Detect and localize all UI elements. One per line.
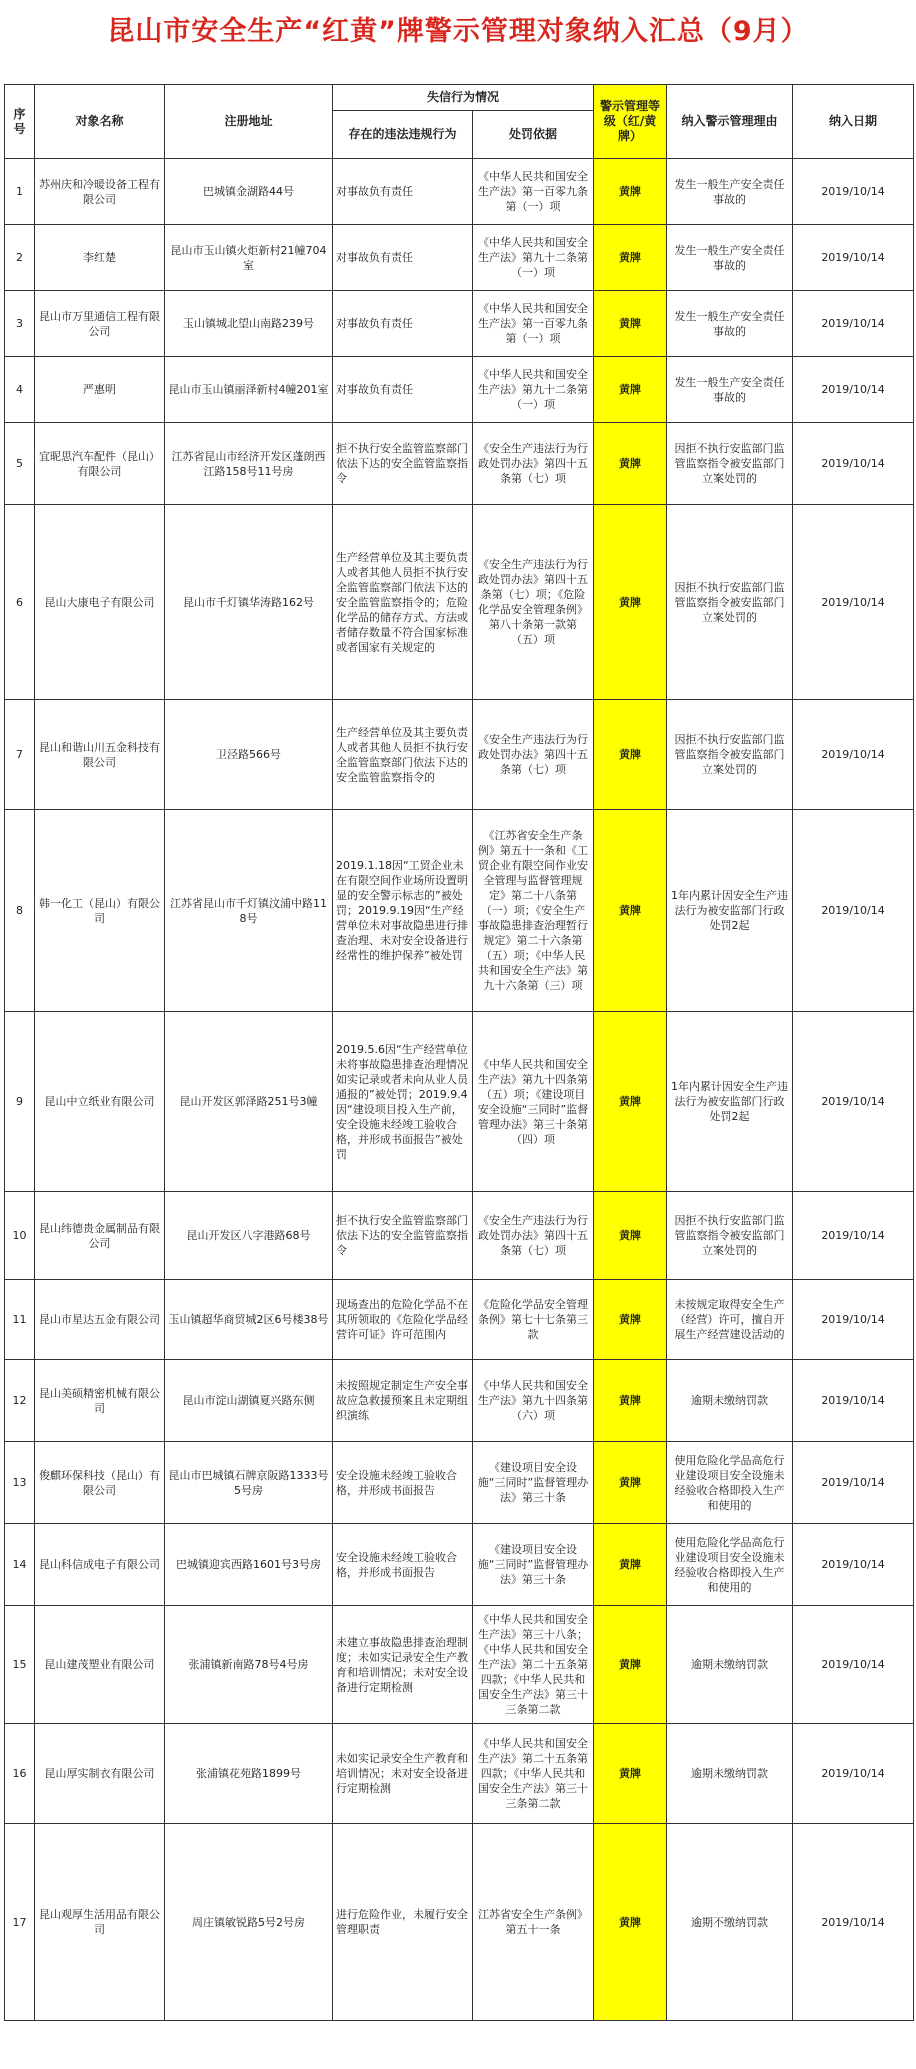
row-level: 黄牌 [594,1360,667,1442]
row-name: 宜昵思汽车配件（昆山）有限公司 [35,423,165,505]
row-level: 黄牌 [594,1606,667,1724]
row-seq: 11 [5,1280,35,1360]
row-level: 黄牌 [594,1724,667,1824]
header-name: 对象名称 [35,85,165,159]
row-seq: 10 [5,1192,35,1280]
header-violation: 存在的违法违规行为 [333,111,473,159]
row-violation: 2019.1.18因“工贸企业未在有限空间作业场所设置明显的安全警示标志的”被处罚；2019.9.19因“生产经营单位未对事故隐患进行排查治理、未对安全设备进行经常性的维护保养”被处罚 [333,810,473,1012]
row-basis: 《江苏省安全生产条例》第五十一条和《工贸企业有限空间作业安全管理与监督管理规定》第二十八条第（一）项；《安全生产事故隐患排查治理暂行规定》第二十六条第（五）项；《中华人民共和国安全生产法》第九十六条第（三）项 [473,810,594,1012]
row-violation: 进行危险作业，未履行安全管理职责 [333,1824,473,2021]
row-name: 严惠明 [35,357,165,423]
row-name: 昆山中立纸业有限公司 [35,1012,165,1192]
row-basis: 《中华人民共和国安全生产法》第一百零九条第（一）项 [473,291,594,357]
row-violation: 未建立事故隐患排查治理制度；未如实记录安全生产教育和培训情况；未对安全设备进行定期检测 [333,1606,473,1724]
row-name: 昆山厚实制衣有限公司 [35,1724,165,1824]
row-level: 黄牌 [594,1012,667,1192]
row-address: 卫泾路566号 [165,700,333,810]
row-name: 李红楚 [35,225,165,291]
row-seq: 14 [5,1524,35,1606]
row-seq: 12 [5,1360,35,1442]
table-row [5,810,914,1012]
row-level: 黄牌 [594,1524,667,1606]
row-reason: 使用危险化学品高危行业建设项目安全设施未经验收合格即投入生产和使用的 [667,1524,793,1606]
page-title: 昆山市安全生产“红黄”牌警示管理对象纳入汇总（9月） [107,16,809,47]
header-address: 注册地址 [165,85,333,159]
row-address: 张浦镇新南路78号4号房 [165,1606,333,1724]
row-level: 黄牌 [594,1192,667,1280]
table-row [5,1360,914,1442]
row-address: 昆山市玉山镇火炬新村21幢704室 [165,225,333,291]
row-basis: 《安全生产违法行为行政处罚办法》第四十五条第（七）项；《危险化学品安全管理条例》第八十条第一款第（五）项 [473,505,594,700]
row-violation: 对事故负有责任 [333,225,473,291]
row-violation: 未按照规定制定生产安全事故应急救援预案且未定期组织演练 [333,1360,473,1442]
row-violation: 生产经营单位及其主要负责人或者其他人员拒不执行安全监管监察部门依法下达的安全监管监察指令的；危险化学品的储存方式、方法或者储存数量不符合国家标准或者国家有关规定的 [333,505,473,700]
row-basis: 《中华人民共和国安全生产法》第九十二条第（一）项 [473,225,594,291]
header-level: 警示管理等级（红/黄牌） [594,85,667,159]
row-violation: 对事故负有责任 [333,357,473,423]
row-basis: 《中华人民共和国安全生产法》第三十八条；《中华人民共和国安全生产法》第二十五条第四款；《中华人民共和国安全生产法》第三十三条第二款 [473,1606,594,1724]
row-reason: 逾期未缴纳罚款 [667,1724,793,1824]
row-seq: 1 [5,159,35,225]
row-date: 2019/10/14 [793,159,914,225]
row-name: 昆山纬德贵金属制品有限公司 [35,1192,165,1280]
table-row [5,1280,914,1360]
row-violation: 安全设施未经竣工验收合格，并形成书面报告 [333,1524,473,1606]
row-basis: 《安全生产违法行为行政处罚办法》第四十五条第（七）项 [473,423,594,505]
row-date: 2019/10/14 [793,225,914,291]
table-row [5,159,914,225]
table-body [5,159,914,2021]
row-date: 2019/10/14 [793,700,914,810]
row-seq: 5 [5,423,35,505]
table-row [5,1724,914,1824]
row-name: 昆山市星达五金有限公司 [35,1280,165,1360]
row-address: 江苏省昆山市经济开发区蓬朗西江路158号11号房 [165,423,333,505]
row-date: 2019/10/14 [793,505,914,700]
row-violation: 拒不执行安全监管监察部门依法下达的安全监管监察指令 [333,423,473,505]
row-address: 昆山市玉山镇丽泽新村4幢201室 [165,357,333,423]
row-name: 昆山和谐山川五金科技有限公司 [35,700,165,810]
row-level: 黄牌 [594,159,667,225]
row-reason: 因拒不执行安监部门监管监察指令被安监部门立案处罚的 [667,1192,793,1280]
row-address: 巴城镇迎宾西路1601号3号房 [165,1524,333,1606]
row-level: 黄牌 [594,1280,667,1360]
row-seq: 15 [5,1606,35,1724]
row-seq: 2 [5,225,35,291]
row-basis: 《中华人民共和国安全生产法》第九十四条第（六）项 [473,1360,594,1442]
row-seq: 4 [5,357,35,423]
row-address: 玉山镇超华商贸城2区6号楼38号 [165,1280,333,1360]
row-basis: 《建设项目安全设施“三同时”监督管理办法》第三十条 [473,1442,594,1524]
row-level: 黄牌 [594,505,667,700]
row-date: 2019/10/14 [793,1442,914,1524]
table-row [5,1524,914,1606]
header-reason: 纳入警示管理理由 [667,85,793,159]
row-reason: 发生一般生产安全责任事故的 [667,291,793,357]
row-reason: 因拒不执行安监部门监管监察指令被安监部门立案处罚的 [667,505,793,700]
row-seq: 8 [5,810,35,1012]
table-row [5,1442,914,1524]
row-violation: 现场查出的危险化学品不在其所领取的《危险化学品经营许可证》许可范围内 [333,1280,473,1360]
row-violation: 生产经营单位及其主要负责人或者其他人员拒不执行安全监管监察部门依法下达的安全监管监察指令的 [333,700,473,810]
row-address: 昆山开发区八字港路68号 [165,1192,333,1280]
row-name: 昆山建茂塑业有限公司 [35,1606,165,1724]
row-address: 昆山市巴城镇石牌京阪路1333号5号房 [165,1442,333,1524]
header-basis: 处罚依据 [473,111,594,159]
row-reason: 因拒不执行安监部门监管监察指令被安监部门立案处罚的 [667,700,793,810]
row-level: 黄牌 [594,357,667,423]
row-basis: 江苏省安全生产条例》第五十一条 [473,1824,594,2021]
row-reason: 逾期不缴纳罚款 [667,1824,793,2021]
row-name: 昆山市万里通信工程有限公司 [35,291,165,357]
row-address: 昆山市淀山湖镇夏兴路东侧 [165,1360,333,1442]
row-level: 黄牌 [594,1824,667,2021]
row-seq: 13 [5,1442,35,1524]
row-name: 苏州庆和冷暖设备工程有限公司 [35,159,165,225]
row-reason: 因拒不执行安监部门监管监察指令被安监部门立案处罚的 [667,423,793,505]
table-row [5,1192,914,1280]
row-level: 黄牌 [594,423,667,505]
row-basis: 《中华人民共和国安全生产法》第九十二条第（一）项 [473,357,594,423]
row-level: 黄牌 [594,291,667,357]
row-violation: 2019.5.6因“生产经营单位未将事故隐患排查治理情况如实记录或者未向从业人员通报的”被处罚；2019.9.4因“建设项目投入生产前，安全设施未经竣工验收合格，并形成书面报告”被处罚 [333,1012,473,1192]
row-reason: 逾期未缴纳罚款 [667,1360,793,1442]
row-address: 昆山开发区郭泽路251号3幢 [165,1012,333,1192]
row-name: 昆山大康电子有限公司 [35,505,165,700]
row-date: 2019/10/14 [793,423,914,505]
row-address: 周庄镇敏锐路5号2号房 [165,1824,333,2021]
row-seq: 16 [5,1724,35,1824]
row-name: 昆山观厚生活用品有限公司 [35,1824,165,2021]
row-basis: 《中华人民共和国安全生产法》第九十四条第（五）项；《建设项目安全设施“三同时”监督管理办法》第三十条第（四）项 [473,1012,594,1192]
row-reason: 1年内累计因安全生产违法行为被安监部门行政处罚2起 [667,1012,793,1192]
row-address: 江苏省昆山市千灯镇汶浦中路118号 [165,810,333,1012]
row-date: 2019/10/14 [793,291,914,357]
row-reason: 未按规定取得安全生产（经营）许可，擅自开展生产经营建设活动的 [667,1280,793,1360]
table-row [5,505,914,700]
warning-summary-table [4,84,914,2021]
row-name: 昆山科信成电子有限公司 [35,1524,165,1606]
row-basis: 《中华人民共和国安全生产法》第二十五条第四款；《中华人民共和国安全生产法》第三十三条第二款 [473,1724,594,1824]
row-address: 巴城镇金湖路44号 [165,159,333,225]
table-row [5,700,914,810]
row-date: 2019/10/14 [793,1012,914,1192]
row-seq: 17 [5,1824,35,2021]
header-date: 纳入日期 [793,85,914,159]
row-name: 昆山美硕精密机械有限公司 [35,1360,165,1442]
row-basis: 《建设项目安全设施“三同时”监督管理办法》第三十条 [473,1524,594,1606]
table-row [5,291,914,357]
row-seq: 6 [5,505,35,700]
row-reason: 使用危险化学品高危行业建设项目安全设施未经验收合格即投入生产和使用的 [667,1442,793,1524]
row-name: 韩一化工（昆山）有限公司 [35,810,165,1012]
row-date: 2019/10/14 [793,1360,914,1442]
row-level: 黄牌 [594,1442,667,1524]
row-violation: 对事故负有责任 [333,159,473,225]
row-seq: 9 [5,1012,35,1192]
table-row [5,1606,914,1724]
row-date: 2019/10/14 [793,810,914,1012]
row-date: 2019/10/14 [793,1524,914,1606]
row-violation: 对事故负有责任 [333,291,473,357]
row-date: 2019/10/14 [793,1280,914,1360]
table-row [5,225,914,291]
row-reason: 发生一般生产安全责任事故的 [667,225,793,291]
header-seq: 序号 [5,85,35,159]
row-seq: 7 [5,700,35,810]
row-address: 张浦镇花苑路1899号 [165,1724,333,1824]
row-date: 2019/10/14 [793,1606,914,1724]
table-row [5,423,914,505]
row-violation: 拒不执行安全监管监察部门依法下达的安全监管监察指令 [333,1192,473,1280]
row-violation: 安全设施未经竣工验收合格，并形成书面报告 [333,1442,473,1524]
header-behavior-group: 失信行为情况 [333,85,594,111]
row-name: 俊麒环保科技（昆山）有限公司 [35,1442,165,1524]
row-level: 黄牌 [594,700,667,810]
row-date: 2019/10/14 [793,1192,914,1280]
row-basis: 《危险化学品安全管理条例》第七十七条第三款 [473,1280,594,1360]
row-violation: 未如实记录安全生产教育和培训情况；未对安全设备进行定期检测 [333,1724,473,1824]
row-date: 2019/10/14 [793,357,914,423]
row-basis: 《安全生产违法行为行政处罚办法》第四十五条第（七）项 [473,700,594,810]
table-row [5,1012,914,1192]
row-address: 昆山市千灯镇华涛路162号 [165,505,333,700]
table-row [5,357,914,423]
row-reason: 发生一般生产安全责任事故的 [667,159,793,225]
table-row [5,1824,914,2021]
row-basis: 《安全生产违法行为行政处罚办法》第四十五条第（七）项 [473,1192,594,1280]
row-level: 黄牌 [594,225,667,291]
row-basis: 《中华人民共和国安全生产法》第一百零九条第（一）项 [473,159,594,225]
row-level: 黄牌 [594,810,667,1012]
row-reason: 逾期未缴纳罚款 [667,1606,793,1724]
row-reason: 1年内累计因安全生产违法行为被安监部门行政处罚2起 [667,810,793,1012]
row-date: 2019/10/14 [793,1724,914,1824]
row-reason: 发生一般生产安全责任事故的 [667,357,793,423]
row-seq: 3 [5,291,35,357]
row-address: 玉山镇城北望山南路239号 [165,291,333,357]
row-date: 2019/10/14 [793,1824,914,2021]
